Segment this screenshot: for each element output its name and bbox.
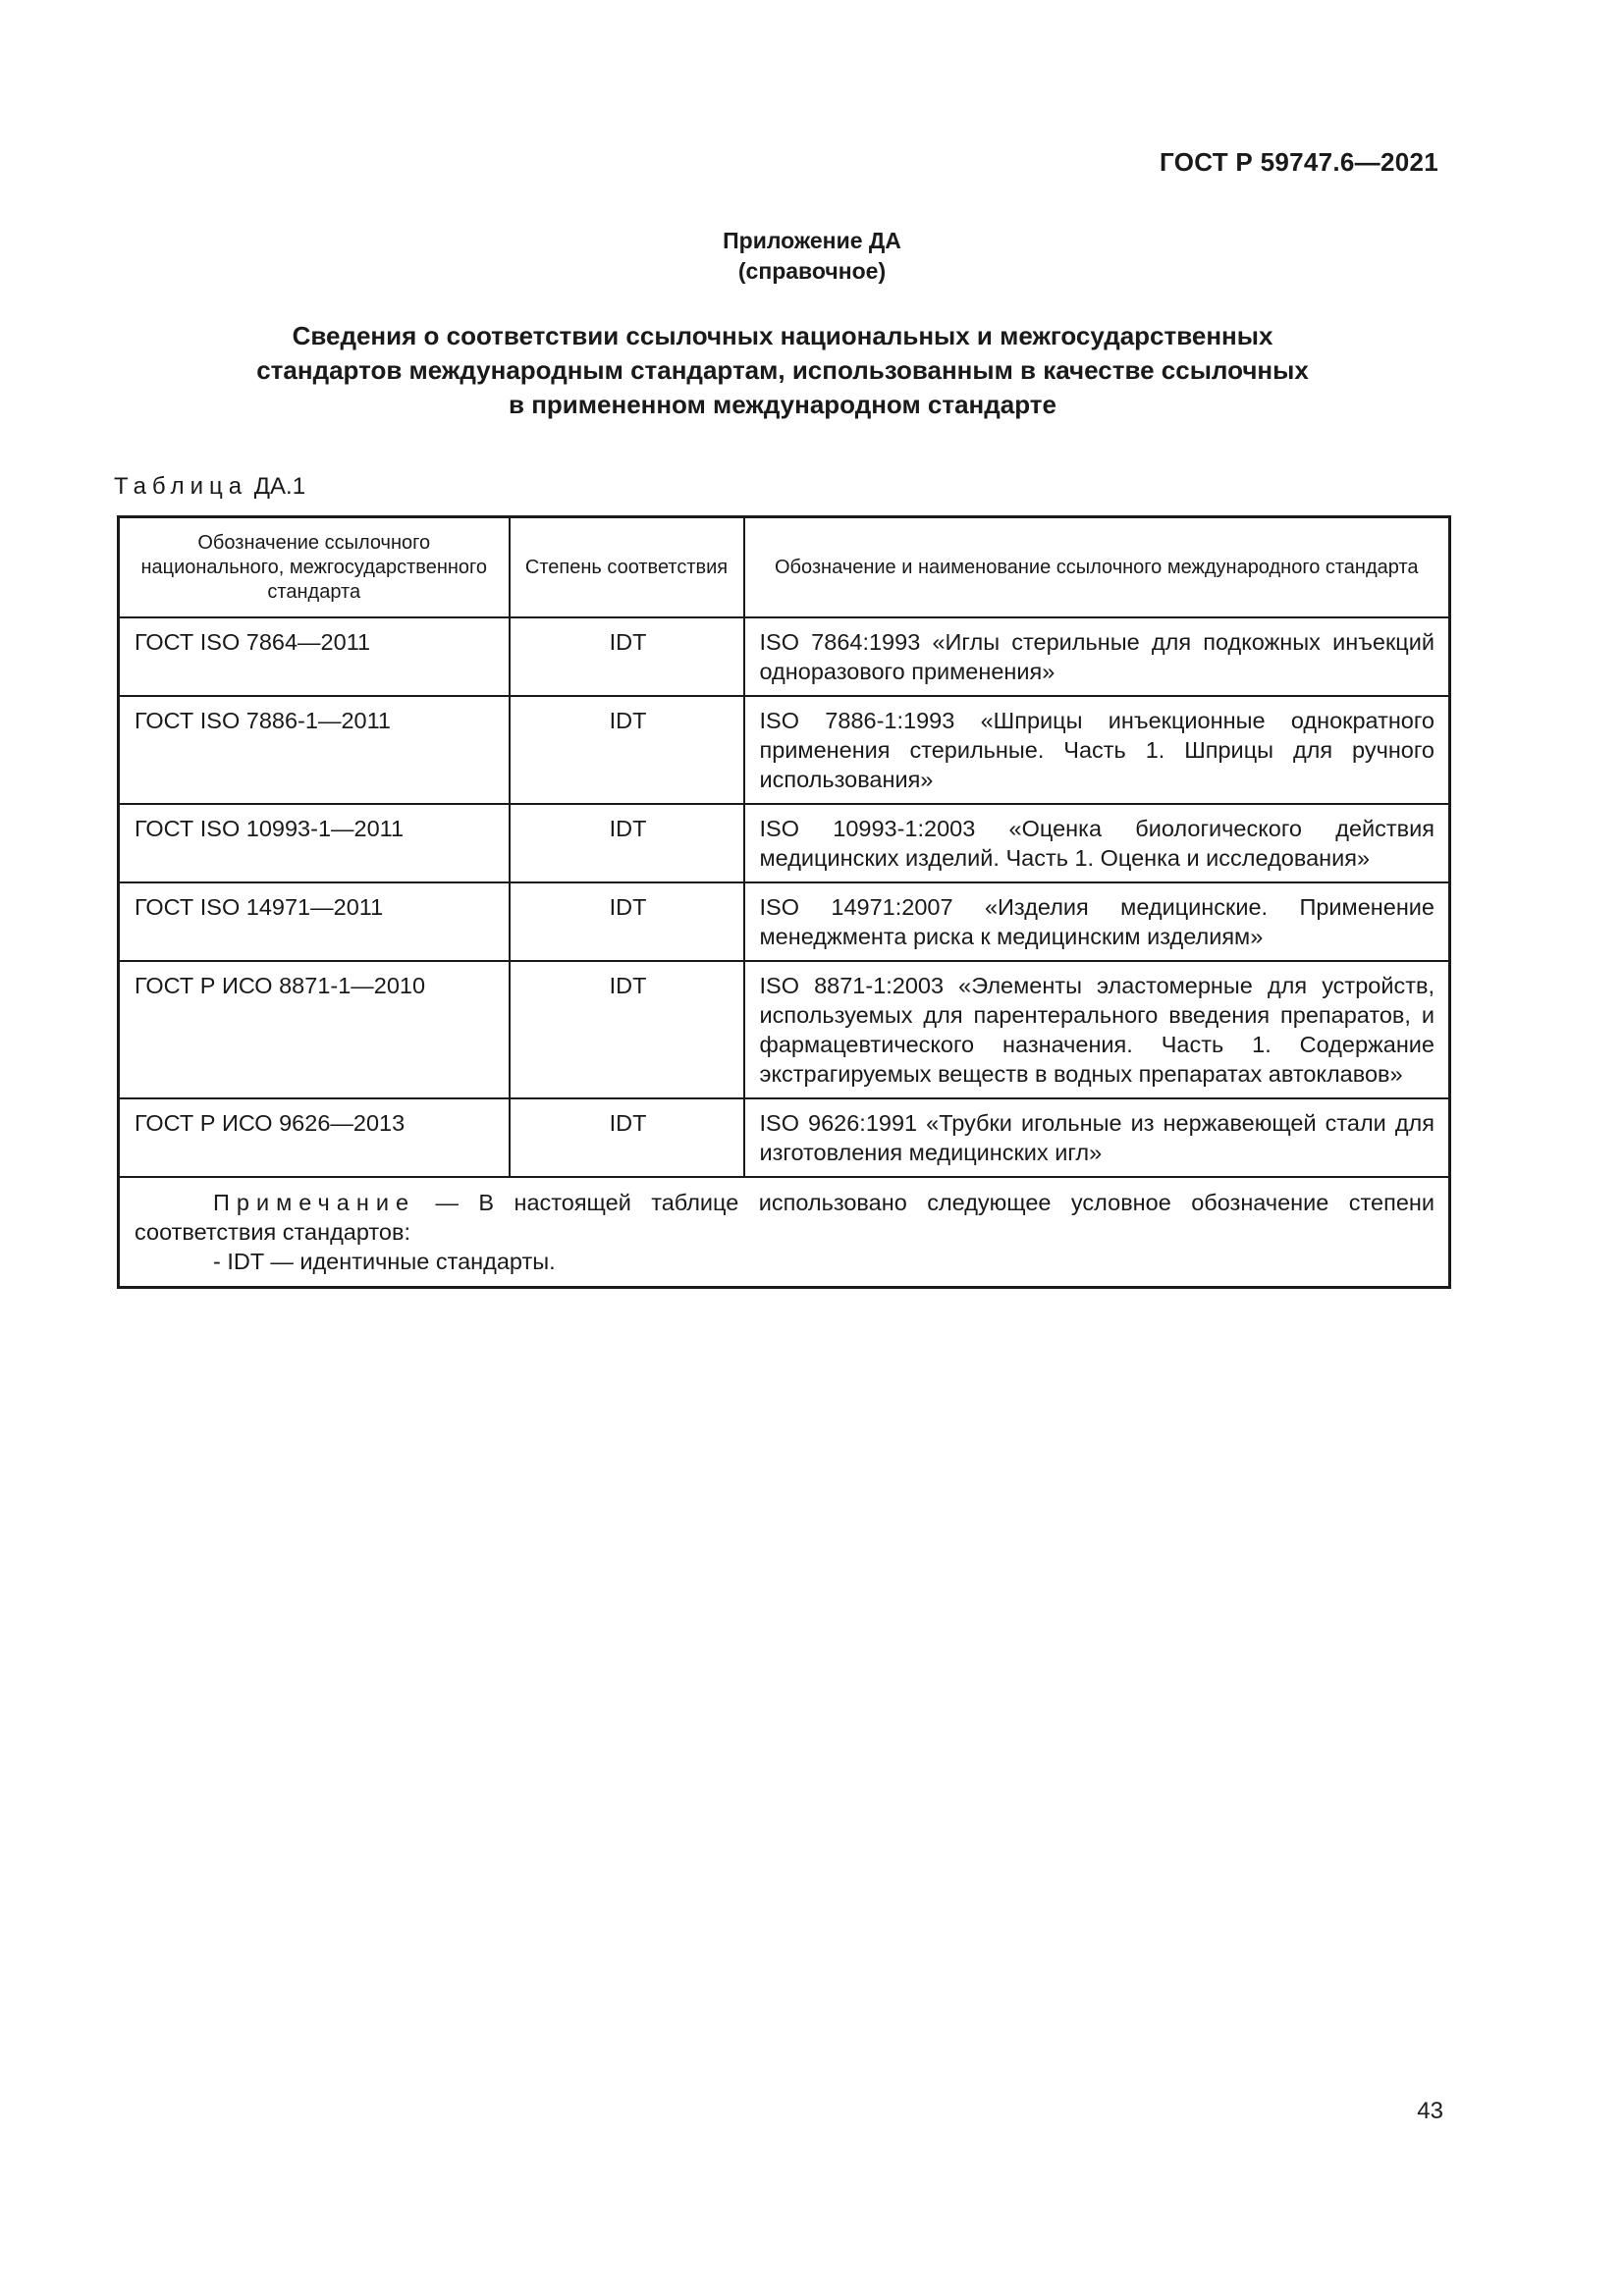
note-label: Примечание [213, 1190, 416, 1215]
heading-line-3: в примененном международном стандарте [509, 390, 1056, 419]
reference-standards-table [117, 515, 1451, 1289]
degree-cell: IDT [510, 617, 744, 696]
table-row [119, 961, 1450, 1098]
table-caption [114, 473, 305, 501]
degree-cell: IDT [510, 961, 744, 1098]
table-row [119, 804, 1450, 882]
table-row [119, 882, 1450, 961]
degree-cell: IDT [510, 1098, 744, 1177]
note-item: - IDT — идентичные стандарты. [213, 1249, 556, 1274]
table-caption-number: ДА.1 [253, 473, 306, 500]
national-standard-cell: ГОСТ Р ИСО 8871-1—2010 [119, 961, 510, 1098]
table-row [119, 696, 1450, 804]
degree-cell: IDT [510, 804, 744, 882]
table-row [119, 1098, 1450, 1177]
national-standard-cell: ГОСТ ISO 7886-1—2011 [119, 696, 510, 804]
table-caption-label: Таблица [114, 473, 248, 500]
international-standard-cell: ISO 10993-1:2003 «Оценка биологического действия медицинских изделий. Часть 1. Оценка и исследования» [744, 804, 1450, 882]
appendix-heading [0, 319, 1565, 422]
table-header-row [119, 517, 1450, 618]
international-standard-cell: ISO 7864:1993 «Иглы стерильные для подкожных инъекций одноразового применения» [744, 617, 1450, 696]
appendix-title: Приложение ДА [723, 228, 901, 253]
column-header-degree: Степень соответствия [510, 517, 744, 618]
international-standard-cell: ISO 14971:2007 «Изделия медицинские. Применение менеджмента риска к медицинским изделиям» [744, 882, 1450, 961]
international-standard-cell: ISO 8871-1:2003 «Элементы эластомерные для устройств, используемых для парентерального введения препаратов, и фармацевтического назначения. Часть 1. Содержание экстрагируемых веществ в водных препаратах автоклавов» [744, 961, 1450, 1098]
column-header-international: Обозначение и наименование ссылочного международного стандарта [744, 517, 1450, 618]
column-header-national: Обозначение ссылочного национального, межгосударственного стандарта [119, 517, 510, 618]
page-number: 43 [1417, 2098, 1443, 2124]
degree-cell: IDT [510, 696, 744, 804]
degree-cell: IDT [510, 882, 744, 961]
national-standard-cell: ГОСТ ISO 7864—2011 [119, 617, 510, 696]
international-standard-cell: ISO 9626:1991 «Трубки игольные из нержавеющей стали для изготовления медицинских игл» [744, 1098, 1450, 1177]
appendix-subtitle: (справочное) [737, 258, 887, 284]
national-standard-cell: ГОСТ ISO 10993-1—2011 [119, 804, 510, 882]
note-body: — В настоящей таблице использовано следующее условное обозначение степени соответствия стандартов: [135, 1190, 1435, 1245]
heading-line-1: Сведения о соответствии ссылочных национальных и межгосударственных [292, 321, 1273, 350]
table-note-row [119, 1177, 1450, 1288]
note-text [135, 1188, 1435, 1247]
national-standard-cell: ГОСТ ISO 14971—2011 [119, 882, 510, 961]
appendix-block [0, 226, 1624, 287]
document-code: ГОСТ Р 59747.6—2021 [1160, 147, 1438, 177]
heading-line-2: стандартов международным стандартам, использованным в качестве ссылочных [256, 355, 1309, 385]
table-row [119, 617, 1450, 696]
national-standard-cell: ГОСТ Р ИСО 9626—2013 [119, 1098, 510, 1177]
international-standard-cell: ISO 7886-1:1993 «Шприцы инъекционные однократного применения стерильные. Часть 1. Шприцы для ручного использования» [744, 696, 1450, 804]
table-note [119, 1177, 1450, 1288]
